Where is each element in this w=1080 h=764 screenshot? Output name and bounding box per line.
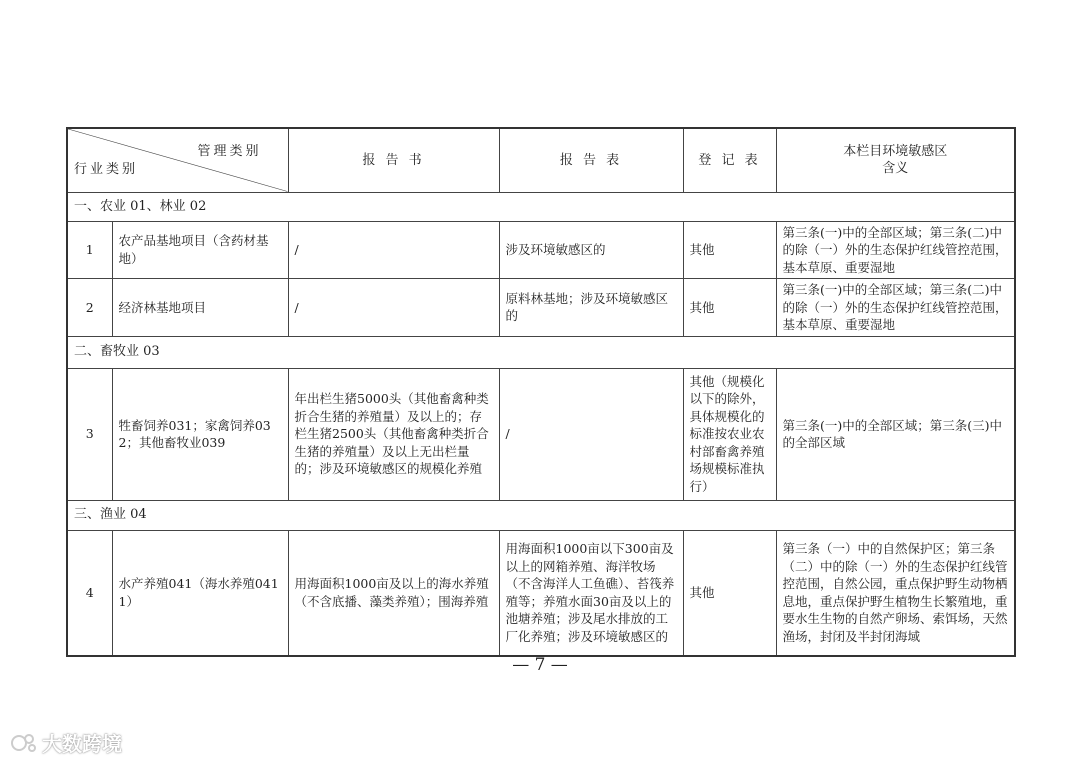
table-row: [67, 221, 1015, 279]
report-book-cell: 年出栏生猪5000头（其他畜禽种类折合生猪的养殖量）及以上的；存栏生猪2500头（其他畜禽种类折合生猪的养殖量）及以上无出栏量的；涉及环境敏感区的规模化养殖: [288, 368, 499, 500]
row-number: 4: [67, 530, 112, 656]
row-number: 3: [67, 368, 112, 500]
register-cell: 其他: [683, 530, 776, 656]
industry-cell: 牲畜饲养031；家禽饲养032；其他畜牧业039: [112, 368, 288, 500]
report-form-cell: 原料林基地；涉及环境敏感区的: [499, 279, 683, 337]
industry-cell: 农产品基地项目（含药材基地）: [112, 221, 288, 279]
col-report-book: 报 告 书: [288, 128, 499, 192]
meaning-cell: 第三条（一）中的自然保护区；第三条（二）中的除（一）外的生态保护红线管控范围，自然公园，重点保护野生动物栖息地，重点保护野生植物生长繁殖地，重要水生生物的自然产卵场、索饵场，天然渔场，封闭及半封闭海域: [776, 530, 1015, 656]
meaning-cell: 第三条(一)中的全部区域；第三条(三)中的全部区域: [776, 368, 1015, 500]
meaning-header-line1: 本栏目环境敏感区: [843, 144, 948, 160]
section-title: 一、农业 01、林业 02: [67, 192, 1015, 221]
watermark: [10, 728, 122, 757]
report-book-cell: 用海面积1000亩及以上的海水养殖（不含底播、藻类养殖）；围海养殖: [288, 530, 499, 656]
register-cell: 其他（规模化以下的除外，具体规模化的标准按农业农村部畜禽养殖场规模标准执行）: [683, 368, 776, 500]
row-number: 2: [67, 279, 112, 337]
report-form-cell: 涉及环境敏感区的: [499, 221, 683, 279]
table-row: [67, 368, 1015, 500]
report-book-cell: /: [288, 221, 499, 279]
industry-cell: 经济林基地项目: [112, 279, 288, 337]
watermark-logo-icon: [10, 731, 38, 755]
register-cell: 其他: [683, 221, 776, 279]
section-row: [67, 336, 1015, 368]
page-number: — 7 —: [512, 655, 568, 675]
watermark-text: 大数跨境: [42, 732, 122, 756]
management-category-label: 管理类别: [197, 144, 262, 159]
col-register-form: 登 记 表: [683, 128, 776, 192]
report-book-cell: /: [288, 279, 499, 337]
register-cell: 其他: [683, 279, 776, 337]
section-row: [67, 192, 1015, 221]
classification-table: [66, 127, 1016, 657]
section-title: 三、渔业 04: [67, 500, 1015, 530]
industry-category-label: 行业类别: [74, 162, 139, 177]
section-row: [67, 500, 1015, 530]
meaning-header-line2: 含义: [882, 161, 909, 177]
section-title: 二、畜牧业 03: [67, 336, 1015, 368]
industry-cell: 水产养殖041（海水养殖0411）: [112, 530, 288, 656]
report-form-cell: 用海面积1000亩以下300亩及以上的网箱养殖、海洋牧场（不含海洋人工鱼礁）、苔筏养殖等；养殖水面30亩及以上的池塘养殖；涉及尾水排放的工厂化养殖；涉及环境敏感区的: [499, 530, 683, 656]
col-sensitive-area-meaning: [776, 128, 1015, 192]
table-header-row: [67, 128, 1015, 192]
diagonal-header-cell: [67, 128, 288, 192]
table-row: [67, 530, 1015, 656]
table-row: [67, 279, 1015, 337]
report-form-cell: /: [499, 368, 683, 500]
meaning-cell: 第三条(一)中的全部区域；第三条(二)中的除（一）外的生态保护红线管控范围，基本草原、重要湿地: [776, 279, 1015, 337]
row-number: 1: [67, 221, 112, 279]
meaning-cell: 第三条(一)中的全部区域；第三条(二)中的除（一）外的生态保护红线管控范围，基本草原、重要湿地: [776, 221, 1015, 279]
col-report-form: 报 告 表: [499, 128, 683, 192]
